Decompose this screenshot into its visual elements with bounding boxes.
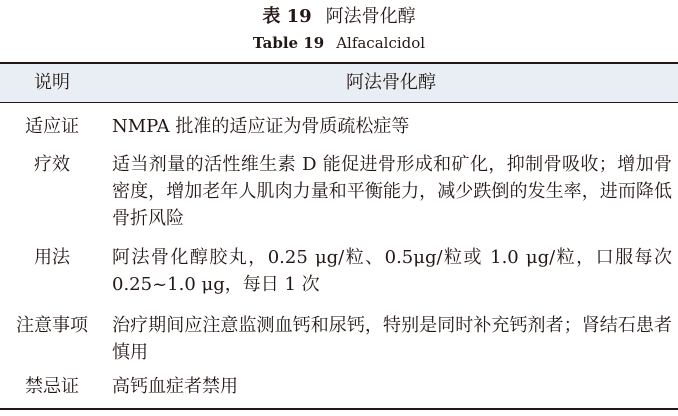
table-title-en: Alfacalcidol: [336, 34, 426, 52]
table-number-cn: 表 19: [262, 6, 312, 27]
row-label: 注意事项: [16, 315, 88, 336]
table-title-cn: 阿法骨化醇: [325, 6, 416, 27]
row-label: 适应证: [25, 116, 79, 137]
table-caption-en: [0, 36, 678, 51]
row-label: 禁忌证: [25, 376, 79, 397]
table-number-en: Table 19: [252, 34, 325, 52]
row-label: 疗效: [34, 154, 70, 175]
row-text: 高钙血症者禁用: [112, 376, 238, 397]
header-cell-drug: 阿法骨化醇: [346, 72, 436, 93]
table-header-row: [0, 64, 678, 103]
row-text: 阿法骨化醇胶丸，0.25 μg/粒、0.5μg/粒或 1.0 μg/粒，口服每次 0.25~1.0 μg，每日 1 次: [112, 247, 672, 295]
row-text: 适当剂量的活性维生素 D 能促进骨形成和矿化，抑制骨吸收；增加骨密度，增加老年人肌肉力量和平衡能力，减少跌倒的发生率，进而降低骨折风险: [112, 154, 672, 229]
row-label: 用法: [34, 247, 70, 268]
row-text: 治疗期间应注意监测血钙和尿钙，特别是同时补充钙剂者；肾结石患者慎用: [112, 315, 672, 363]
table-caption-cn: [0, 8, 678, 26]
table-bottom-rule: [0, 408, 678, 410]
header-cell-description: 说明: [34, 72, 70, 93]
row-text: NMPA 批准的适应证为骨质疏松症等: [112, 116, 410, 137]
